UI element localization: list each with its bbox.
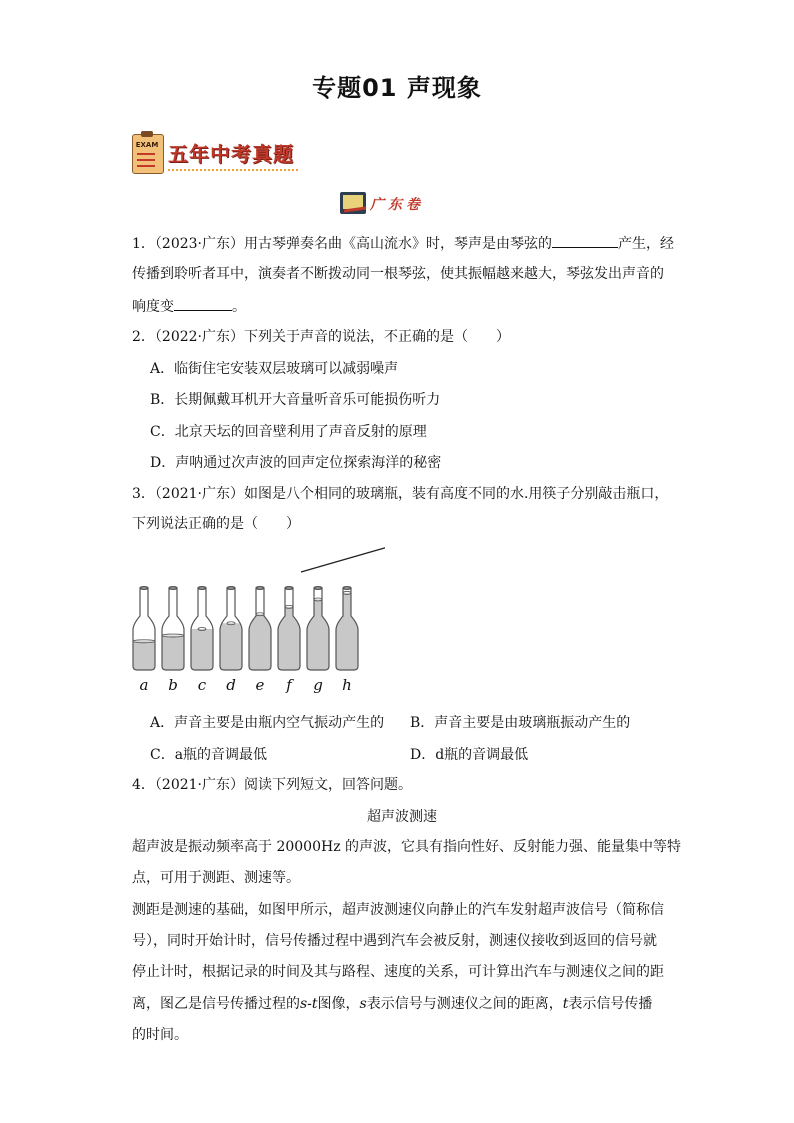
q3-option-d[interactable]: D．d瓶的音调最低 xyxy=(410,747,529,763)
q1-text-c: 响度变 xyxy=(132,299,174,315)
q2-option-c[interactable]: C．北京天坛的回音壁利用了声音反射的原理 xyxy=(150,424,427,440)
q2-option-b[interactable]: B．长期佩戴耳机开大音量听音乐可能损伤听力 xyxy=(150,392,441,408)
bottle-a xyxy=(133,587,155,695)
q4-text-b: 图像， xyxy=(317,996,360,1012)
q2-stem-close: ） xyxy=(496,329,510,345)
q4-text-a: 离，图乙是信号传播过程的 xyxy=(132,996,300,1012)
blackboard-icon xyxy=(340,192,366,214)
q1-text-d: 。 xyxy=(232,299,246,315)
q4-var-s: s xyxy=(359,996,367,1012)
bottle-d xyxy=(220,587,242,695)
q2-stem xyxy=(132,327,510,347)
bottle-e xyxy=(249,587,271,695)
badge-label: 五年中考真题 xyxy=(168,142,294,166)
q1-text-b: 产生，经 xyxy=(618,236,674,252)
water-c xyxy=(191,629,213,670)
q4-p2-line1: 测距是测速的基础，如图甲所示，超声波测速仪向静止的汽车发射超声波信号（简称信 xyxy=(132,902,664,918)
q4-p2-line2: 号），同时开始计时，信号传播过程中遇到汽车会被反射，测速仪接收到返回的信号就 xyxy=(132,933,657,949)
q1-line2: 传播到聆听者耳中，演奏者不断拨动同一根琴弦，使其振幅越来越大，琴弦发出声音的 xyxy=(132,266,664,282)
q4-p2-line5: 的时间。 xyxy=(132,1027,188,1043)
q3-stem-close: ） xyxy=(286,516,300,532)
bottle-g xyxy=(307,587,329,695)
q4-text-d: 表示信号传播 xyxy=(568,996,653,1012)
water-h xyxy=(336,593,358,670)
bottle-label-d: d xyxy=(226,676,236,694)
q3-option-c[interactable]: C．a瓶的音调最低 xyxy=(150,747,268,763)
water-a xyxy=(133,641,155,670)
q4-var-t: t xyxy=(562,996,569,1012)
bottle-label-e: e xyxy=(255,676,265,694)
bottle-label-b: b xyxy=(168,676,178,694)
q4-var-st: s-t xyxy=(300,996,318,1012)
q4-text-c: 表示信号与测速仪之间的距离， xyxy=(366,996,563,1012)
q1-blank-1[interactable] xyxy=(552,233,618,248)
chopstick xyxy=(301,547,385,572)
water-e xyxy=(249,614,271,670)
water-g xyxy=(307,599,329,670)
q4-p2-line3: 停止计时，根据记录的时间及其与路程、速度的关系，可计算出汽车与测速仪之间的距 xyxy=(132,964,664,980)
q3-stem-line2 xyxy=(132,514,300,534)
q4-p1-line2: 点，可用于测距、测速等。 xyxy=(132,870,300,886)
bottle-label-c: c xyxy=(197,676,207,694)
q1-line3 xyxy=(132,296,246,317)
q1-line1 xyxy=(132,233,674,254)
q2-option-a[interactable]: A．临街住宅安装双层玻璃可以减弱噪声 xyxy=(150,361,399,377)
page-title: 专题01 声现象 xyxy=(312,74,482,102)
q2-stem-text: 2．（2022·广东）下列关于声音的说法，不正确的是（ xyxy=(132,329,468,345)
q3-option-a[interactable]: A．声音主要是由瓶内空气振动产生的 xyxy=(150,715,385,731)
q3-option-b[interactable]: B．声音主要是由玻璃瓶振动产生的 xyxy=(410,715,631,731)
water-f xyxy=(278,607,300,670)
q4-article-title: 超声波测速 xyxy=(367,809,437,825)
exam-icon-text: EXAM xyxy=(135,141,159,149)
q3-stem-line1: 3．（2021·广东）如图是八个相同的玻璃瓶，装有高度不同的水.用筷子分别敲击瓶口， xyxy=(132,486,669,502)
bottle-h xyxy=(336,587,358,695)
q3-stem-text: 下列说法正确的是（ xyxy=(132,516,258,532)
bottle-b xyxy=(162,587,184,695)
bottle-label-a: a xyxy=(139,676,149,694)
q2-option-d[interactable]: D．声呐通过次声波的回声定位探索海洋的秘密 xyxy=(150,455,442,471)
water-d xyxy=(220,623,242,670)
bottle-label-f: f xyxy=(286,676,292,694)
bottles-figure xyxy=(125,540,385,700)
badge-underline xyxy=(168,166,298,171)
q4-stem: 4．（2021·广东）阅读下列短文，回答问题。 xyxy=(132,777,412,793)
province-label: 广东卷 xyxy=(370,197,424,213)
q1-blank-2[interactable] xyxy=(174,296,232,311)
clipboard-icon xyxy=(132,134,164,174)
q4-p1-line1: 超声波是振动频率高于 20000Hz 的声波，它具有指向性好、反射能力强、能量集中等特 xyxy=(132,839,682,855)
bottle-f xyxy=(278,587,300,695)
water-b xyxy=(162,636,184,670)
q4-p2-line4 xyxy=(132,994,652,1014)
bottle-c xyxy=(191,587,213,695)
bottle-label-g: g xyxy=(313,676,323,694)
exam-badge xyxy=(132,132,312,174)
q1-text-a: 1．（2023·广东）用古琴弹奏名曲《高山流水》时，琴声是由琴弦的 xyxy=(132,236,552,252)
bottle-label-h: h xyxy=(342,676,352,694)
